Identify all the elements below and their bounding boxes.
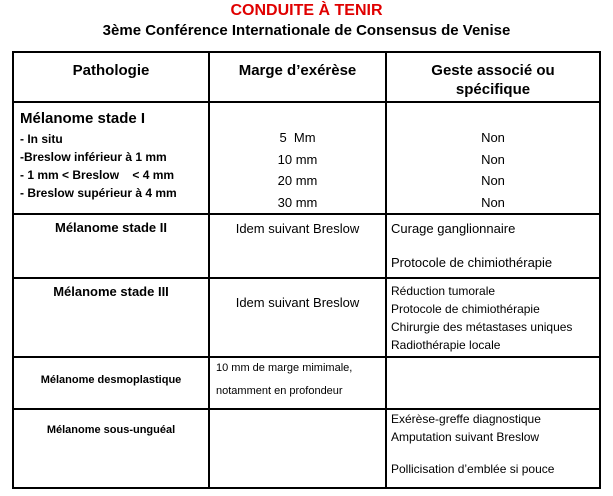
consensus-table <box>12 51 601 489</box>
stage3-marge-cell <box>209 278 386 357</box>
stage1-geste: Non <box>481 173 505 188</box>
desmo-marge-cell <box>209 357 386 409</box>
desmo-marge-line2: notamment en profondeur <box>216 385 343 397</box>
sous-ungueal-geste: Exérèse-greffe diagnostique <box>391 412 541 426</box>
row-stage2 <box>13 214 600 278</box>
row-stage3 <box>13 278 600 357</box>
sous-ungueal-pathologie-cell <box>13 409 209 488</box>
stage2-pathologie-cell <box>13 214 209 278</box>
header-pathologie: Pathologie <box>13 52 209 102</box>
stage1-marge: 30 mm <box>277 194 318 210</box>
stage3-geste: Chirurgie des métastases uniques <box>391 320 573 334</box>
stage3-geste: Réduction tumorale <box>391 284 496 298</box>
stage1-item: - 1 mm < Breslow < 4 mm <box>20 168 175 182</box>
header-geste <box>386 52 600 102</box>
stage1-item: - Breslow supérieur à 4 mm <box>20 186 177 200</box>
stage1-geste: Non <box>481 194 505 210</box>
stage1-geste: Non <box>481 130 505 145</box>
page-subtitle: 3ème Conférence Internationale de Consensus de Venise <box>102 22 511 39</box>
stage3-geste-cell <box>386 278 600 357</box>
stage3-title: Mélanome stade III <box>53 284 169 299</box>
stage2-marge: Idem suivant Breslow <box>235 221 360 236</box>
header-row <box>13 52 600 102</box>
stage1-item: -Breslow inférieur à 1 mm <box>20 150 167 164</box>
desmo-pathologie-cell <box>13 357 209 409</box>
desmo-title: Mélanome desmoplastique <box>40 374 182 386</box>
stage1-marge: 10 mm <box>277 151 318 167</box>
desmo-geste-cell <box>386 357 600 409</box>
header-geste-line1: Geste associé ou <box>431 62 555 79</box>
stage2-marge-cell <box>209 214 386 278</box>
stage3-marge: Idem suivant Breslow <box>235 295 360 310</box>
page-title: CONDUITE À TENIR <box>230 2 383 19</box>
stage1-marge-cell <box>209 102 386 214</box>
sous-ungueal-geste-cell <box>386 409 600 488</box>
stage1-marge: 5 Mm <box>279 130 316 145</box>
row-desmoplastique <box>13 357 600 409</box>
row-sous-ungueal <box>13 409 600 488</box>
stage3-geste: Radiothérapie locale <box>391 338 501 352</box>
desmo-marge-line1: 10 mm de marge mimimale, <box>216 362 353 374</box>
stage1-geste: Non <box>481 151 505 167</box>
sous-ungueal-geste: Pollicisation d’emblée si pouce <box>391 462 555 476</box>
row-stage1 <box>13 102 600 214</box>
stage2-geste-cell <box>386 214 600 278</box>
sous-ungueal-marge-cell <box>209 409 386 488</box>
stage3-pathologie-cell <box>13 278 209 357</box>
stage2-geste: Protocole de chimiothérapie <box>391 255 553 270</box>
sous-ungueal-geste: Amputation suivant Breslow <box>391 430 540 444</box>
header-geste-line2: spécifique <box>455 81 531 98</box>
stage1-item: - In situ <box>20 132 63 146</box>
stage1-title: Mélanome stade I <box>20 110 146 127</box>
stage2-geste: Curage ganglionnaire <box>391 221 516 236</box>
stage1-marge: 20 mm <box>277 173 318 188</box>
stage2-title: Mélanome stade II <box>55 220 167 235</box>
stage1-pathologie-cell <box>13 102 209 214</box>
stage1-geste-cell <box>386 102 600 214</box>
header-marge: Marge d’exérèse <box>209 52 386 102</box>
sous-ungueal-title: Mélanome sous-unguéal <box>46 424 176 436</box>
stage3-geste: Protocole de chimiothérapie <box>391 302 540 316</box>
